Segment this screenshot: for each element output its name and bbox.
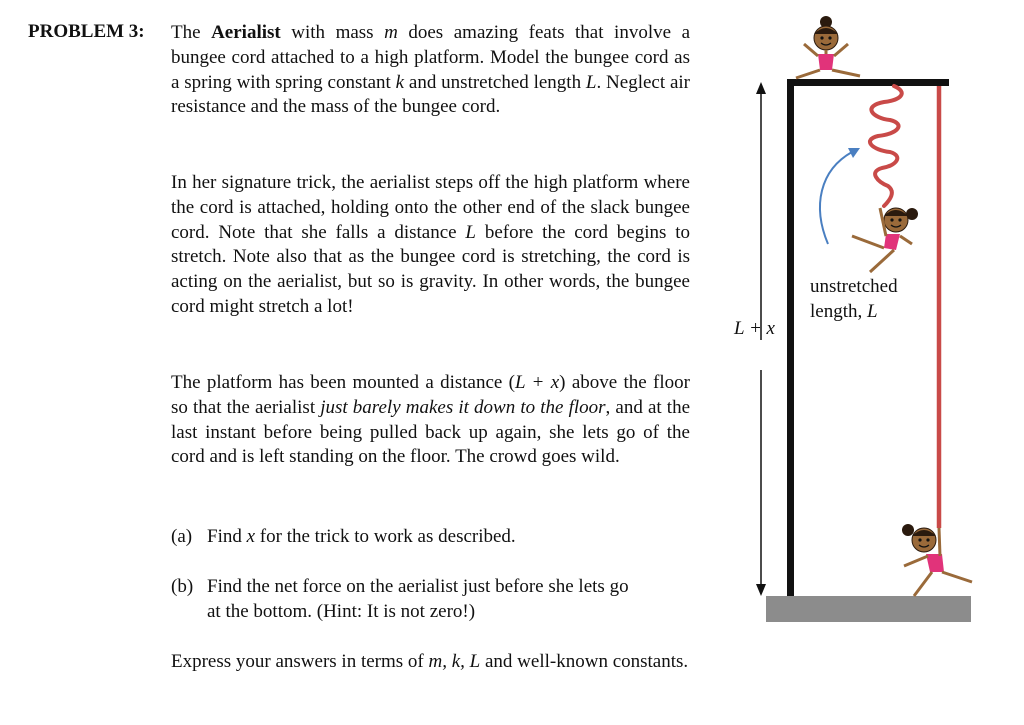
expr-L-plus-x: L + x bbox=[515, 372, 560, 393]
unstretched-line1: unstretched bbox=[810, 276, 898, 297]
platform-text: , and at the last instant before being pulled back up again, she lets go of the cord and is left standing on the floor. The crowd goes wild. bbox=[171, 396, 691, 468]
unstretched-length-label bbox=[810, 274, 898, 324]
var-m: m bbox=[384, 22, 398, 43]
aerialist-falling-figure bbox=[852, 208, 918, 272]
aerialist-top-figure bbox=[796, 16, 860, 78]
var-L: L bbox=[585, 71, 597, 93]
question-tag: (b) bbox=[171, 576, 194, 597]
trick-text: before the cord begins to stretch. Note also that as the bungee cord is stretching, the cord is acting on the aerialist, but so is gravity. In other words, the bungee cord might stretch a lot! bbox=[171, 221, 690, 317]
platform-text: ) above the floor so that the aerialist bbox=[171, 372, 690, 418]
intro-text: with mass bbox=[280, 22, 385, 43]
intro-text: . Neglect air resistance and the mass of the bungee cord. bbox=[171, 71, 690, 118]
intro-text: and unstretched length bbox=[404, 71, 586, 93]
question-text: for the trick to work as described. bbox=[255, 526, 516, 547]
question-text: at the bottom. (Hint: It is not zero!) bbox=[207, 600, 476, 622]
platform bbox=[787, 79, 949, 600]
height-label: L + x bbox=[734, 318, 775, 339]
question-tag: (a) bbox=[171, 526, 193, 547]
intro-text: does amazing feats that involve a bungee cord attached to a high platform. Model the bungee cord as a spring with spring constant bbox=[171, 22, 690, 93]
aerialist-bold: Aerialist bbox=[211, 22, 281, 43]
trick-text: In her signature trick, the aerialist steps off the high platform where the cord is attached, holding onto the other end of the slack bungee cord. Note that she falls a distance bbox=[171, 172, 690, 243]
question-text: Find the net force on the aerialist just before she lets go bbox=[207, 576, 629, 597]
footer-text: Express your answers in terms of bbox=[171, 651, 429, 672]
footer-vars: m, k, L bbox=[428, 651, 481, 672]
intro-text: The bbox=[171, 22, 212, 43]
aerialist-bottom-figure bbox=[902, 524, 972, 596]
platform-text: The platform has been mounted a distance ( bbox=[171, 372, 515, 393]
var-k: k bbox=[395, 71, 405, 93]
footer-text: and well-known constants. bbox=[480, 651, 689, 672]
motion-arrow bbox=[820, 148, 860, 244]
problem-label: PROBLEM 3: bbox=[28, 21, 145, 42]
emphasis-text: just barely makes it down to the floor bbox=[320, 396, 606, 418]
floor bbox=[766, 596, 971, 622]
var-x: x bbox=[246, 526, 256, 547]
bungee-cord-slack bbox=[870, 86, 902, 206]
question-text: Find bbox=[207, 526, 247, 547]
var-L: L bbox=[867, 301, 878, 322]
unstretched-line2: length, bbox=[810, 301, 867, 322]
var-L: L bbox=[465, 221, 476, 243]
